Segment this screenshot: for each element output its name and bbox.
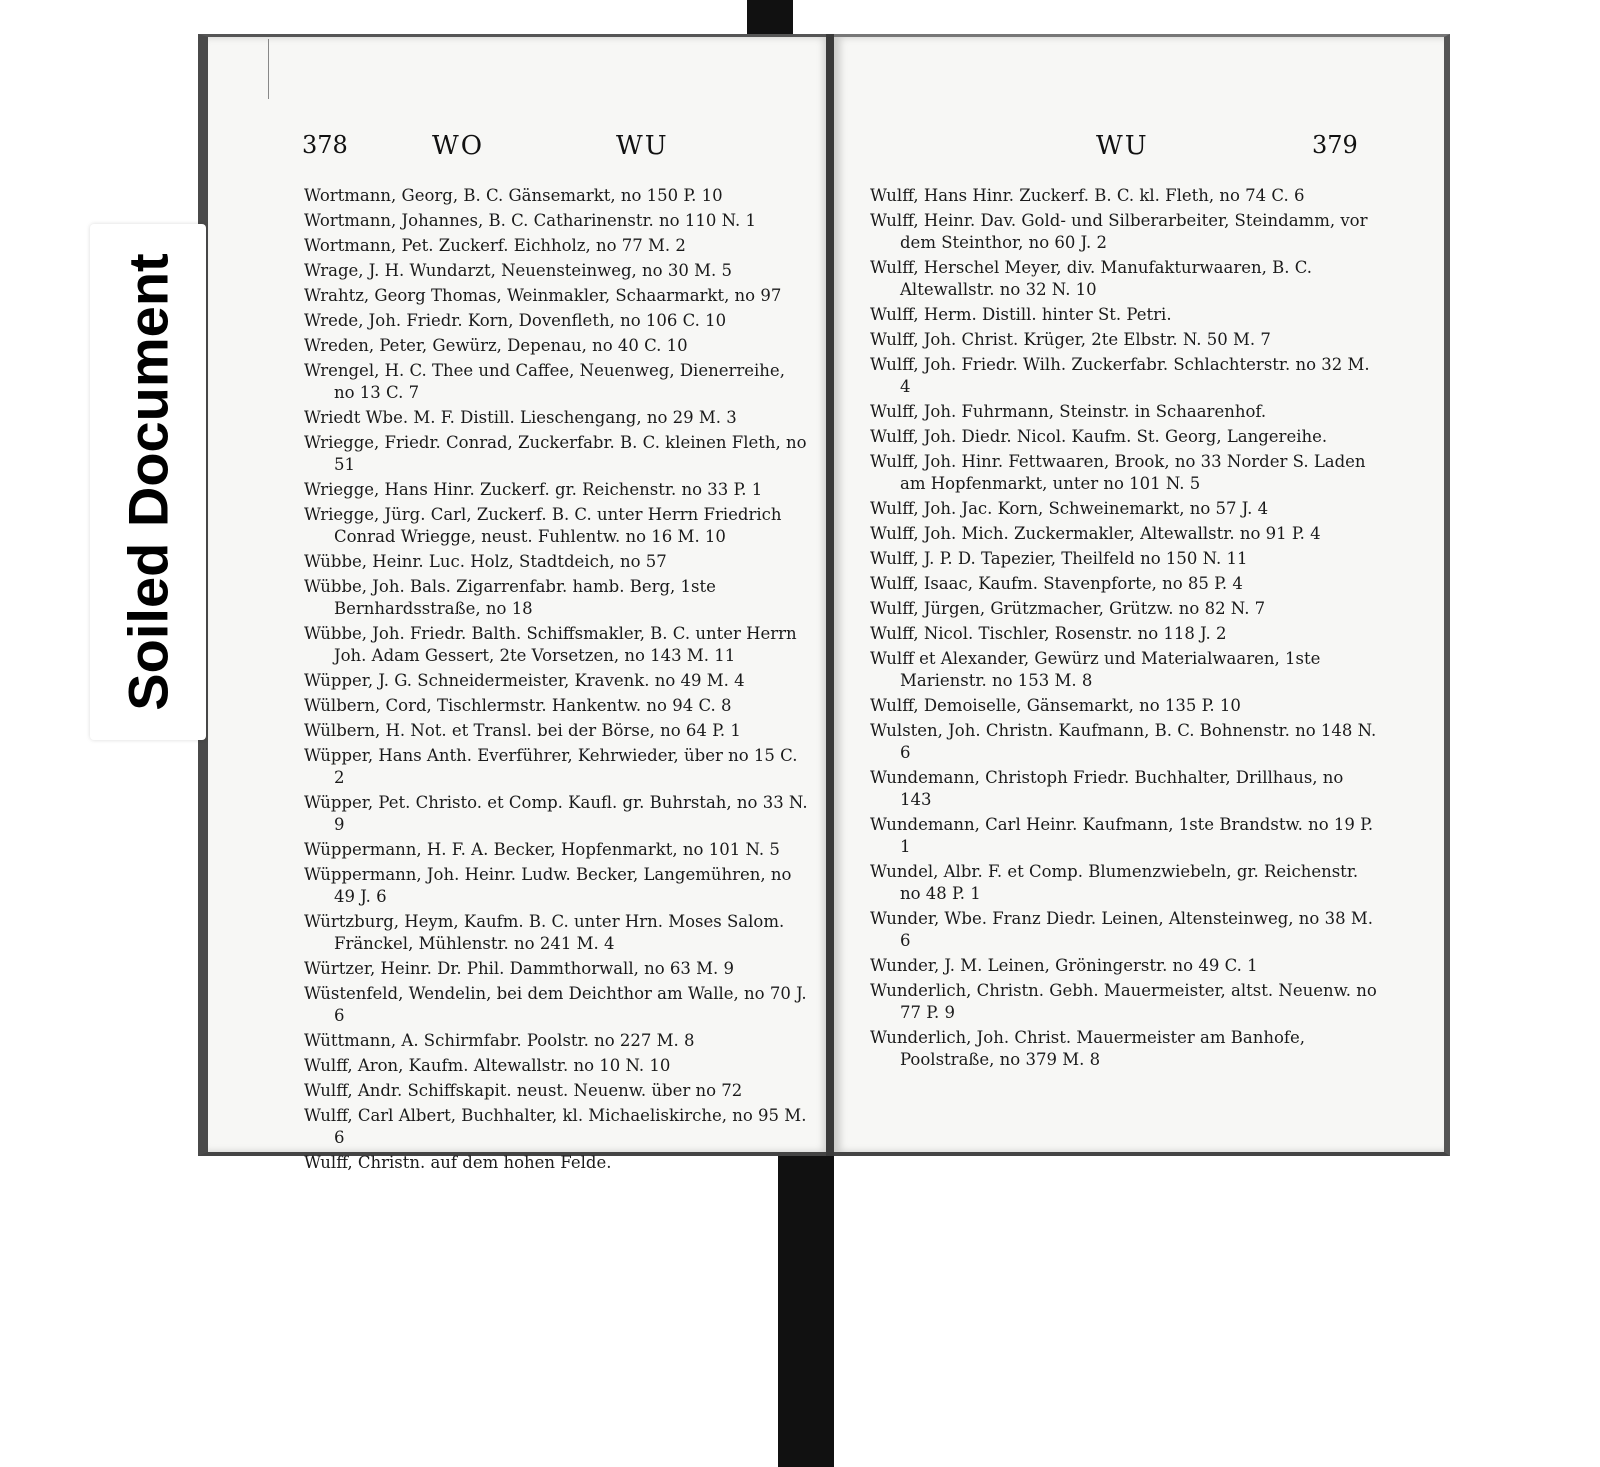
directory-entry: Wulff et Alexander, Gewürz und Materialwaaren, 1ste Marienstr. no 153 M. 8: [870, 649, 1321, 690]
directory-entry: Wunder, J. M. Leinen, Gröningerstr. no 49 C. 1: [870, 956, 1258, 975]
page-corner-fold: [220, 39, 269, 99]
directory-entry: Wüpper, J. G. Schneidermeister, Kravenk. no 49 M. 4: [304, 671, 745, 690]
directory-entry: Wundemann, Christoph Friedr. Buchhalter, Drillhaus, no 143: [870, 768, 1344, 809]
left-page: [198, 34, 830, 1172]
directory-entry: Wundemann, Carl Heinr. Kaufmann, 1ste Brandstw. no 19 P. 1: [870, 815, 1374, 856]
directory-entry: Wreden, Peter, Gewürz, Depenau, no 40 C. 10: [304, 336, 688, 355]
directory-entry: Wüpper, Pet. Christo. et Comp. Kaufl. gr. Buhrstah, no 33 N. 9: [304, 793, 808, 834]
directory-entry: Wübbe, Joh. Bals. Zigarrenfabr. hamb. Berg, 1ste Bernhardsstraße, no 18: [304, 577, 716, 618]
bookmark-ribbon-bottom: [778, 1150, 834, 1467]
directory-entry: Wulff, Aron, Kaufm. Altewallstr. no 10 N. 10: [304, 1056, 671, 1075]
right-entry-list: [870, 185, 1380, 1074]
directory-entry: Wriegge, Hans Hinr. Zuckerf. gr. Reichenstr. no 33 P. 1: [304, 480, 763, 499]
directory-entry: Wulff, Joh. Jac. Korn, Schweinemarkt, no 57 J. 4: [870, 499, 1269, 518]
directory-entry: Wortmann, Pet. Zuckerf. Eichholz, no 77 M. 2: [304, 236, 686, 255]
directory-entry: Wulff, Joh. Friedr. Wilh. Zuckerfabr. Schlachterstr. no 32 M. 4: [870, 355, 1370, 396]
directory-entry: Wulff, Demoiselle, Gänsemarkt, no 135 P. 10: [870, 696, 1241, 715]
directory-entry: Wunderlich, Christn. Gebh. Mauermeister, altst. Neuenw. no 77 P. 9: [870, 981, 1377, 1022]
directory-entry: Wübbe, Heinr. Luc. Holz, Stadtdeich, no 57: [304, 552, 667, 571]
directory-entry: Wunder, Wbe. Franz Diedr. Leinen, Altensteinweg, no 38 M. 6: [870, 909, 1373, 950]
open-book: [198, 34, 1450, 1172]
left-page-header: [208, 131, 830, 171]
directory-entry: Wunderlich, Joh. Christ. Mauermeister am Banhofe, Poolstraße, no 379 M. 8: [870, 1028, 1306, 1069]
directory-entry: Wübbe, Joh. Friedr. Balth. Schiffsmakler, B. C. unter Herrn Joh. Adam Gessert, 2te Vorsetzen, no 143 M. 11: [304, 624, 797, 665]
directory-entry: Wulff, Joh. Hinr. Fettwaaren, Brook, no 33 Norder S. Laden am Hopfenmarkt, unter no 101 N. 5: [870, 452, 1366, 493]
right-page-number: 379: [1312, 131, 1358, 159]
directory-entry: Wriedt Wbe. M. F. Distill. Lieschengang, no 29 M. 3: [304, 408, 737, 427]
right-page-header: [834, 131, 1444, 171]
directory-entry: Wulff, Nicol. Tischler, Rosenstr. no 118 J. 2: [870, 624, 1227, 643]
directory-entry: Wulff, Joh. Christ. Krüger, 2te Elbstr. N. 50 M. 7: [870, 330, 1271, 349]
directory-entry: Wulff, Hans Hinr. Zuckerf. B. C. kl. Fleth, no 74 C. 6: [870, 186, 1305, 205]
label-text: Soiled Document: [116, 253, 180, 711]
directory-entry: Wüstenfeld, Wendelin, bei dem Deichthor am Walle, no 70 J. 6: [304, 984, 807, 1025]
directory-entry: Wülbern, H. Not. et Transl. bei der Börse, no 64 P. 1: [304, 721, 741, 740]
directory-entry: Wulff, Herm. Distill. hinter St. Petri.: [870, 305, 1172, 324]
directory-entry: Wortmann, Johannes, B. C. Catharinenstr. no 110 N. 1: [304, 211, 756, 230]
left-headword-1: WO: [432, 131, 485, 161]
directory-entry: Wulff, Carl Albert, Buchhalter, kl. Michaeliskirche, no 95 M. 6: [304, 1106, 807, 1147]
directory-entry: Wrahtz, Georg Thomas, Weinmakler, Schaarmarkt, no 97: [304, 286, 782, 305]
directory-entry: Wulff, Joh. Fuhrmann, Steinstr. in Schaarenhof.: [870, 402, 1267, 421]
directory-entry: Wrengel, H. C. Thee und Caffee, Neuenweg, Dienerreihe, no 13 C. 7: [304, 361, 785, 402]
directory-entry: Würtzburg, Heym, Kaufm. B. C. unter Hrn. Moses Salom. Fränckel, Mühlenstr. no 241 M. 4: [304, 912, 785, 953]
directory-entry: Wulff, Joh. Mich. Zuckermakler, Altewallstr. no 91 P. 4: [870, 524, 1321, 543]
directory-entry: Wrage, J. H. Wundarzt, Neuensteinweg, no 30 M. 5: [304, 261, 732, 280]
directory-entry: Wulff, Herschel Meyer, div. Manufakturwaaren, B. C. Altewallstr. no 32 N. 10: [870, 258, 1313, 299]
left-entry-list: [304, 185, 809, 1177]
directory-entry: Wundel, Albr. F. et Comp. Blumenzwiebeln, gr. Reichenstr. no 48 P. 1: [870, 862, 1359, 903]
directory-entry: Würtzer, Heinr. Dr. Phil. Dammthorwall, no 63 M. 9: [304, 959, 735, 978]
directory-entry: Wrede, Joh. Friedr. Korn, Dovenfleth, no 106 C. 10: [304, 311, 727, 330]
right-headword: WU: [1096, 131, 1149, 161]
right-page: [834, 34, 1450, 1156]
left-page-number: 378: [302, 131, 348, 159]
directory-entry: Wüttmann, A. Schirmfabr. Poolstr. no 227 M. 8: [304, 1031, 695, 1050]
directory-entry: Wortmann, Georg, B. C. Gänsemarkt, no 150 P. 10: [304, 186, 723, 205]
directory-entry: Wulff, Joh. Diedr. Nicol. Kaufm. St. Georg, Langereihe.: [870, 427, 1328, 446]
directory-entry: Wulff, Andr. Schiffskapit. neust. Neuenw. über no 72: [304, 1081, 743, 1100]
directory-entry: Wulsten, Joh. Christn. Kaufmann, B. C. Bohnenstr. no 148 N. 6: [870, 721, 1377, 762]
directory-entry: Wulff, Heinr. Dav. Gold- und Silberarbeiter, Steindamm, vor dem Steinthor, no 60 J. 2: [870, 211, 1368, 252]
directory-entry: Wülbern, Cord, Tischlermstr. Hankentw. no 94 C. 8: [304, 696, 732, 715]
soiled-document-label: [90, 224, 206, 740]
directory-entry: Wüppermann, Joh. Heinr. Ludw. Becker, Langemühren, no 49 J. 6: [304, 865, 792, 906]
directory-entry: Wulff, J. P. D. Tapezier, Theilfeld no 150 N. 11: [870, 549, 1248, 568]
left-headword-2: WU: [616, 131, 669, 161]
directory-entry: Wüppermann, H. F. A. Becker, Hopfenmarkt, no 101 N. 5: [304, 840, 780, 859]
directory-entry: Wulff, Christn. auf dem hohen Felde.: [304, 1153, 612, 1172]
directory-entry: Wüpper, Hans Anth. Everführer, Kehrwieder, über no 15 C. 2: [304, 746, 798, 787]
directory-entry: Wulff, Jürgen, Grützmacher, Grützw. no 82 N. 7: [870, 599, 1266, 618]
directory-entry: Wriegge, Jürg. Carl, Zuckerf. B. C. unter Herrn Friedrich Conrad Wriegge, neust. Fuhlentw. no 16 M. 10: [304, 505, 782, 546]
directory-entry: Wriegge, Friedr. Conrad, Zuckerfabr. B. C. kleinen Fleth, no 51: [304, 433, 807, 474]
directory-entry: Wulff, Isaac, Kaufm. Stavenpforte, no 85 P. 4: [870, 574, 1243, 593]
